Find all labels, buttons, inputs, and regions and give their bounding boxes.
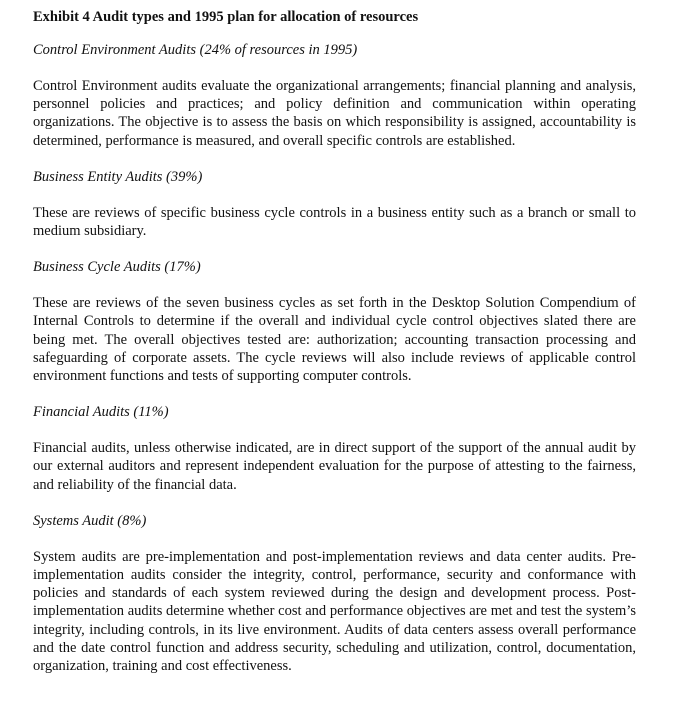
section-business-entity — [33, 168, 636, 240]
section-body: System audits are pre-implementation and post-implementation reviews and data center audits. Pre-implementation audits consider the integrity, control, performance, security and conformance with policies and standards of each system reviewed during the design and development process. Post-implementation audits determine whether cost and performance objectives are met and test the system’s integrity, including controls, in its live environment. Audits of data centers assess overall performance and the date control function and address security, scheduling and utilization, control, documentation, organization, training and cost effectiveness. — [33, 548, 636, 675]
section-financial — [33, 403, 636, 494]
section-business-cycle — [33, 258, 636, 385]
document-page — [33, 8, 636, 693]
section-body: Financial audits, unless otherwise indicated, are in direct support of the support of the annual audit by our external auditors and represent independent evaluation for the purpose of attesting to the fairness, and reliability of the financial data. — [33, 440, 636, 493]
section-heading: Business Entity Audits (39%) — [33, 168, 203, 185]
section-control-environment — [33, 41, 636, 150]
section-heading: Control Environment Audits (24% of resources in 1995) — [33, 42, 358, 58]
section-body: These are reviews of the seven business cycles as set forth in the Desktop Solution Compendium of Internal Controls to determine if the overall and individual cycle control objectives slated there are being met. The overall objectives tested are: authorization; accounting transaction processing and safeguarding of corporate assets. The cycle reviews will also include reviews of applicable control environment functions and tests of supporting computer controls. — [33, 295, 636, 385]
section-heading: Business Cycle Audits (17%) — [33, 259, 201, 276]
exhibit-title: Exhibit 4 Audit types and 1995 plan for allocation of resources — [33, 9, 419, 25]
section-body: Control Environment audits evaluate the organizational arrangements; financial planning and analysis, personnel policies and practices; and policy definition and communication within operating organizations. The objective is to assess the basis on which responsibility is assigned, accountability is determined, performance is measured, and overall specific controls are established. — [33, 78, 636, 149]
section-systems — [33, 512, 636, 675]
section-body: These are reviews of specific business cycle controls in a business entity such as a branch or small to medium subsidiary. — [33, 204, 636, 240]
section-heading: Financial Audits (11%) — [33, 404, 169, 421]
section-heading: Systems Audit (8%) — [33, 512, 147, 529]
